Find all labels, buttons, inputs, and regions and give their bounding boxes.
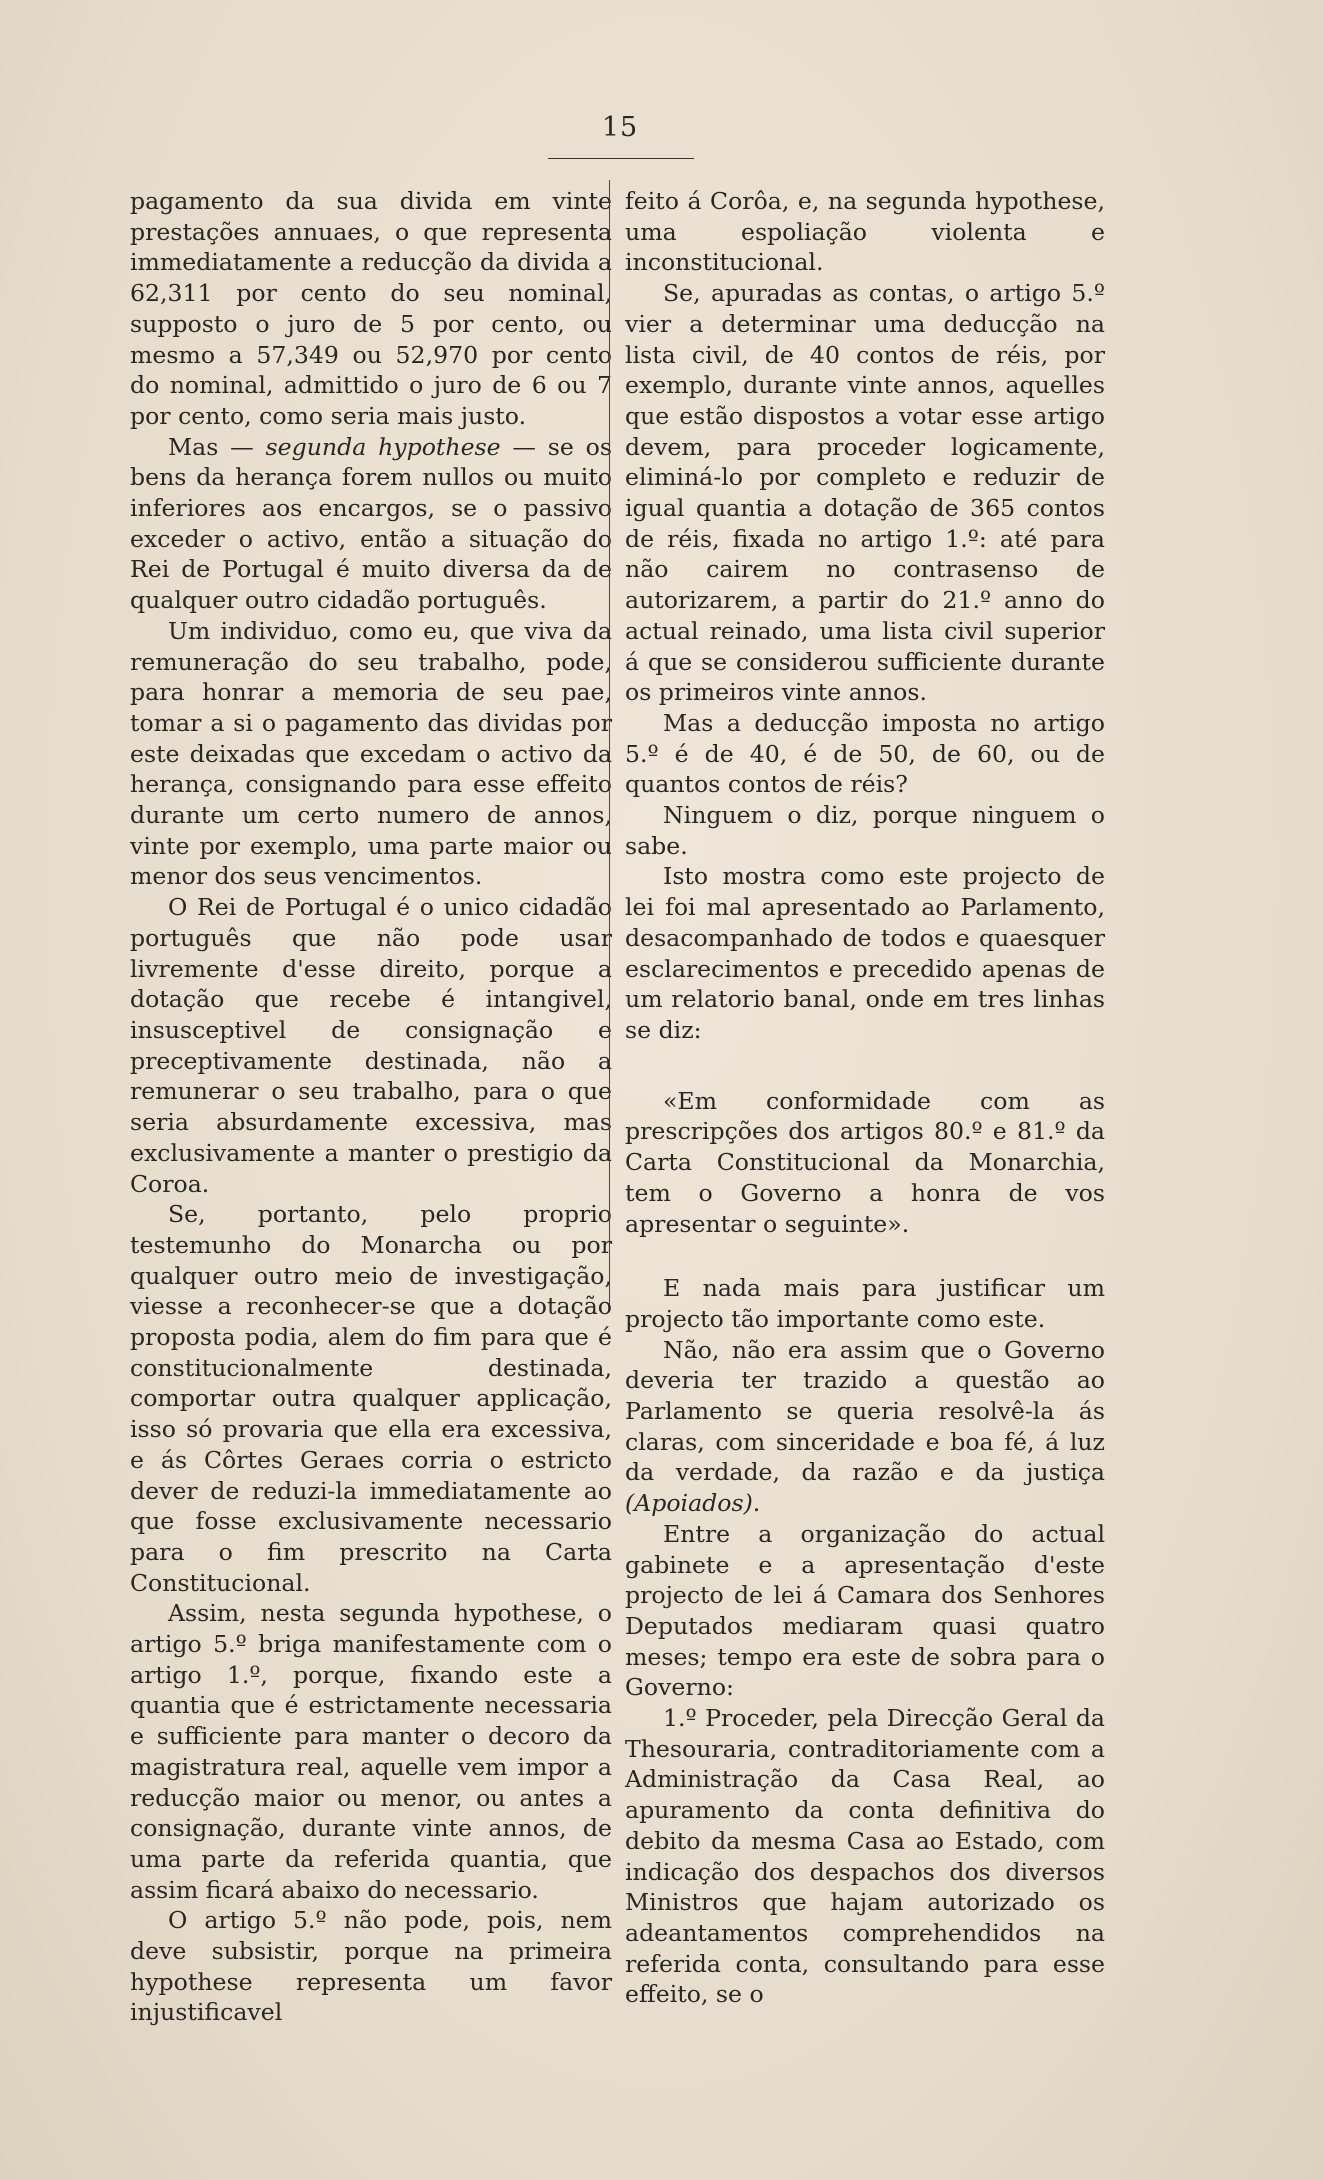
paragraph: O Rei de Portugal é o unico cidadão português que não pode usar livremente d'esse direito, porque a dotação que recebe é intangivel, insusceptivel de consignação e preceptivamente destinada, não a remunerar o seu trabalho, para o que seria absurdamente excessiva, mas exclusivamente a manter o prestigio da Coroa. — [130, 893, 612, 1198]
italic-phrase: (Apoiados) — [625, 1489, 753, 1518]
paragraph: Um individuo, como eu, que viva da remuneração do seu trabalho, pode, para honrar a memoria de seu pae, tomar a si o pagamento das dividas por este deixadas que excedam o activo da herança, consignando para esse effeito durante um certo numero de annos, vinte por exemplo, uma parte maior ou menor dos seus vencimentos. — [130, 616, 612, 891]
block-quote: «Em conformidade com as prescripções dos artigos 80.º e 81.º da Carta Constitucional da Monarchia, tem o Governo a honra de vos apresentar o seguinte». — [625, 1086, 1105, 1238]
paragraph: 1.º Proceder, pela Direcção Geral da Thesouraria, contraditoriamente com a Administração da Casa Real, ao apuramento da conta definitiva do debito da mesma Casa ao Estado, com indicação dos despachos dos diversos Ministros que hajam autorizado os adeantamentos comprehendidos na referida conta, consultando para esse effeito, se o — [625, 1704, 1105, 2009]
paragraph: Isto mostra como este projecto de lei foi mal apresentado ao Parlamento, desacompanhado de todos e quaesquer esclarecimentos e precedido apenas de um relatorio banal, onde em tres linhas se diz: — [625, 862, 1105, 1044]
paragraph: O artigo 5.º não pode, pois, nem deve subsistir, porque na primeira hypothese representa um favor injustificavel — [130, 1906, 612, 2027]
paragraph: Não, não era assim que o Governo deveria ter trazido a questão ao Parlamento se queria resolvê-la ás claras, com sinceridade e boa fé, á luz da verdade, da razão e da justiça (Apoiados). — [625, 1335, 1105, 1518]
paragraph: Se, apuradas as contas, o artigo 5.º vier a determinar uma deducção na lista civil, de 40 contos de réis, por exemplo, durante vinte annos, aquelles que estão dispostos a votar esse artigo devem, para proceder logicamente, eliminá-lo por completo e reduzir de igual quantia a dotação de 365 contos de réis, fixada no artigo 1.º: até para não cairem no contrasenso de autorizarem, a partir do 21.º anno do actual reinado, uma lista civil superior á que se considerou sufficiente durante os primeiros vinte annos. — [625, 279, 1105, 707]
paragraph: feito á Corôa, e, na segunda hypothese, uma espoliação violenta e inconstitucional. — [625, 187, 1105, 277]
column-separator — [609, 180, 610, 1305]
paragraph: Assim, nesta segunda hypothese, o artigo 5.º briga manifestamente com o artigo 1.º, porque, fixando este a quantia que é estrictamente necessaria e sufficiente para manter o decoro da magistratura real, aquelle vem impor a reducção maior ou menor, ou antes a consignação, durante vinte annos, de uma parte da referida quantia, que assim ficará abaixo do necessario. — [130, 1599, 612, 1904]
header-rule — [548, 158, 694, 159]
paragraph: Entre a organização do actual gabinete e a apresentação d'este projecto de lei á Camara dos Senhores Deputados mediaram quasi quatro meses; tempo era este de sobra para o Governo: — [625, 1519, 1105, 1702]
paragraph: pagamento da sua divida em vinte prestações annuaes, o que representa immediatamente a reducção da divida a 62,311 por cento do seu nominal, supposto o juro de 5 por cento, ou mesmo a 57,349 ou 52,970 por cento do nominal, admittido o juro de 6 ou 7 por cento, como seria mais justo. — [130, 187, 612, 430]
right-column — [625, 186, 1105, 2010]
page-number: 15 — [601, 112, 639, 143]
paragraph: Se, portanto, pelo proprio testemunho do Monarcha ou por qualquer outro meio de investigação, viesse a reconhecer-se que a dotação proposta podia, alem do fim para que é constitucionalmente destinada, comportar outra qualquer applicação, isso só provaria que ella era excessiva, e ás Côrtes Geraes corria o estricto dever de reduzi-la immediatamente ao que fosse exclusivamente necessario para o fim prescrito na Carta Constitucional. — [130, 1200, 612, 1597]
left-column — [130, 186, 612, 2028]
paragraph: Mas — segunda hypothese — se os bens da herança forem nullos ou muito inferiores aos encargos, se o passivo exceder o activo, então a situação do Rei de Portugal é muito diversa da de qualquer outro cidadão português. — [130, 432, 612, 615]
paragraph: E nada mais para justificar um projecto tão importante como este. — [625, 1274, 1105, 1333]
paragraph: Ninguem o diz, porque ninguem o sabe. — [625, 801, 1105, 860]
italic-phrase: segunda hypothese — [265, 432, 501, 461]
paragraph: Mas a deducção imposta no artigo 5.º é de 40, é de 50, de 60, ou de quantos contos de réis? — [625, 708, 1105, 799]
